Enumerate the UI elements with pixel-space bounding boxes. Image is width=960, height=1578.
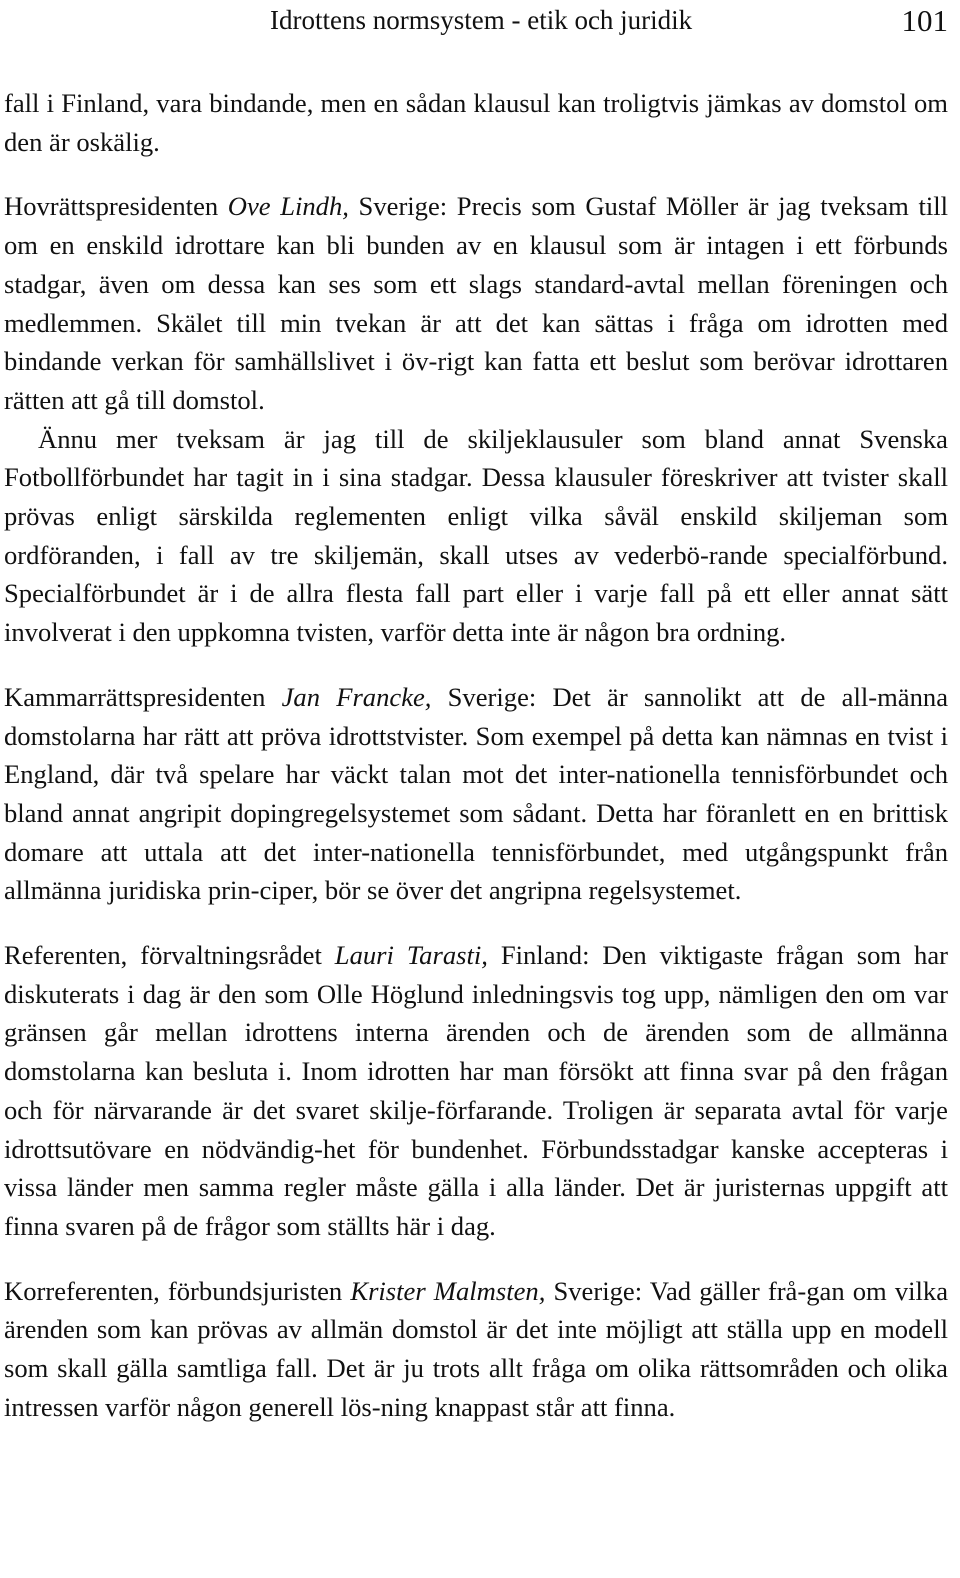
speaker-title: Korreferenten, förbundsjuristen xyxy=(4,1275,351,1306)
page-number: 101 xyxy=(901,3,948,38)
paragraph-text: Sverige: Det är sannolikt att de all-männa domstolarna har rätt att pröva idrottstvister. Som exempel på detta kan nämnas en tvist i England, där två spelare har väckt talan mot det inter-nationella tennisförbundet och bland annat angripit dopingregelsystemet som sådant. Detta har föranlett en en brittisk domare att uttala att det inter-nationella tennisförbundet, med utgångspunkt från allmänna juridiska prin-ciper, bör se över det angripna regelsystemet. xyxy=(4,681,948,906)
speaker-name: Lauri Tarasti, xyxy=(334,940,488,971)
speaker-name: Ove Lindh, xyxy=(227,191,349,222)
paragraph-lauri-tarasti xyxy=(4,936,948,1246)
paragraph-skiljeklausuler xyxy=(4,420,948,652)
paragraph-jan-francke xyxy=(4,678,948,910)
body-text xyxy=(4,84,948,1427)
paragraph-text: Sverige: Vad gäller frå-gan om vilka ärenden som kan prövas av allmän domstol är det inte möjligt att ställa upp en modell som skall gälla samtliga fall. Det är ju trots allt fråga om olika rättsområden och olika intressen varför någon generell lös-ning knappast står att finna. xyxy=(4,1275,949,1422)
speaker-title: Kammarrättspresidenten xyxy=(4,681,282,712)
speaker-name: Jan Francke, xyxy=(281,681,432,712)
speaker-name: Krister Malmsten, xyxy=(350,1275,546,1306)
paragraph-text: fall i Finland, vara bindande, men en sådan klausul kan troligtvis jämkas av domstol om den är oskälig. xyxy=(4,88,948,157)
paragraph-text: Finland: Den viktigaste frågan som har diskuterats i dag är den som Olle Höglund inledningsvis tog upp, nämligen den om var gränsen går mellan idrottens interna ärenden och de ärenden som de allmänna domstolarna kan besluta i. Inom idrotten har man försökt att finna svar på den frågan och för närvarande är det svaret skilje-förfarande. Troligen är separata avtal för varje idrottsutövare en nödvändig-het för bundenhet. Förbundsstadgar kanske accepteras i vissa länder men samma regler måste gälla i alla länder. Det är juristernas uppgift att finna svaren på de frågor som ställts här i dag. xyxy=(4,940,948,1241)
running-title: Idrottens normsystem - etik och juridik xyxy=(270,5,693,35)
paragraph-continuation xyxy=(4,84,948,161)
paragraph-ove-lindh xyxy=(4,187,948,419)
paragraph-krister-malmsten xyxy=(4,1272,948,1427)
paragraph-text: Ännu mer tveksam är jag till de skiljeklausuler som bland annat Svenska Fotbollförbundet har tagit in i sina stadgar. Dessa klausuler föreskriver att tvister skall prövas enligt särskilda reglementen enligt vilka såväl enskild skiljeman som ordföranden, i fall av tre skiljemän, skall utses av vederbö-rande specialförbund. Specialförbundet är i de allra flesta fall part eller i varje fall på ett eller annat sätt involverat i den uppkomna tvisten, varför detta inte är någon bra ordning. xyxy=(4,423,948,648)
paragraph-text: Sverige: Precis som Gustaf Möller är jag tveksam till om en enskild idrottare kan bli bunden av en klausul som är intagen i ett förbunds stadgar, även om dessa kan ses som ett slags standard-avtal mellan föreningen och medlemmen. Skälet till min tvekan är att det kan sättas i fråga om idrotten med bindande verkan för samhällslivet i öv-rigt kan fatta ett beslut som berövar idrottaren rätten att gå till domstol. xyxy=(4,191,948,415)
speaker-title: Hovrättspresidenten xyxy=(4,191,228,222)
running-header xyxy=(270,2,948,38)
speaker-title: Referenten, förvaltningsrådet xyxy=(4,940,335,971)
